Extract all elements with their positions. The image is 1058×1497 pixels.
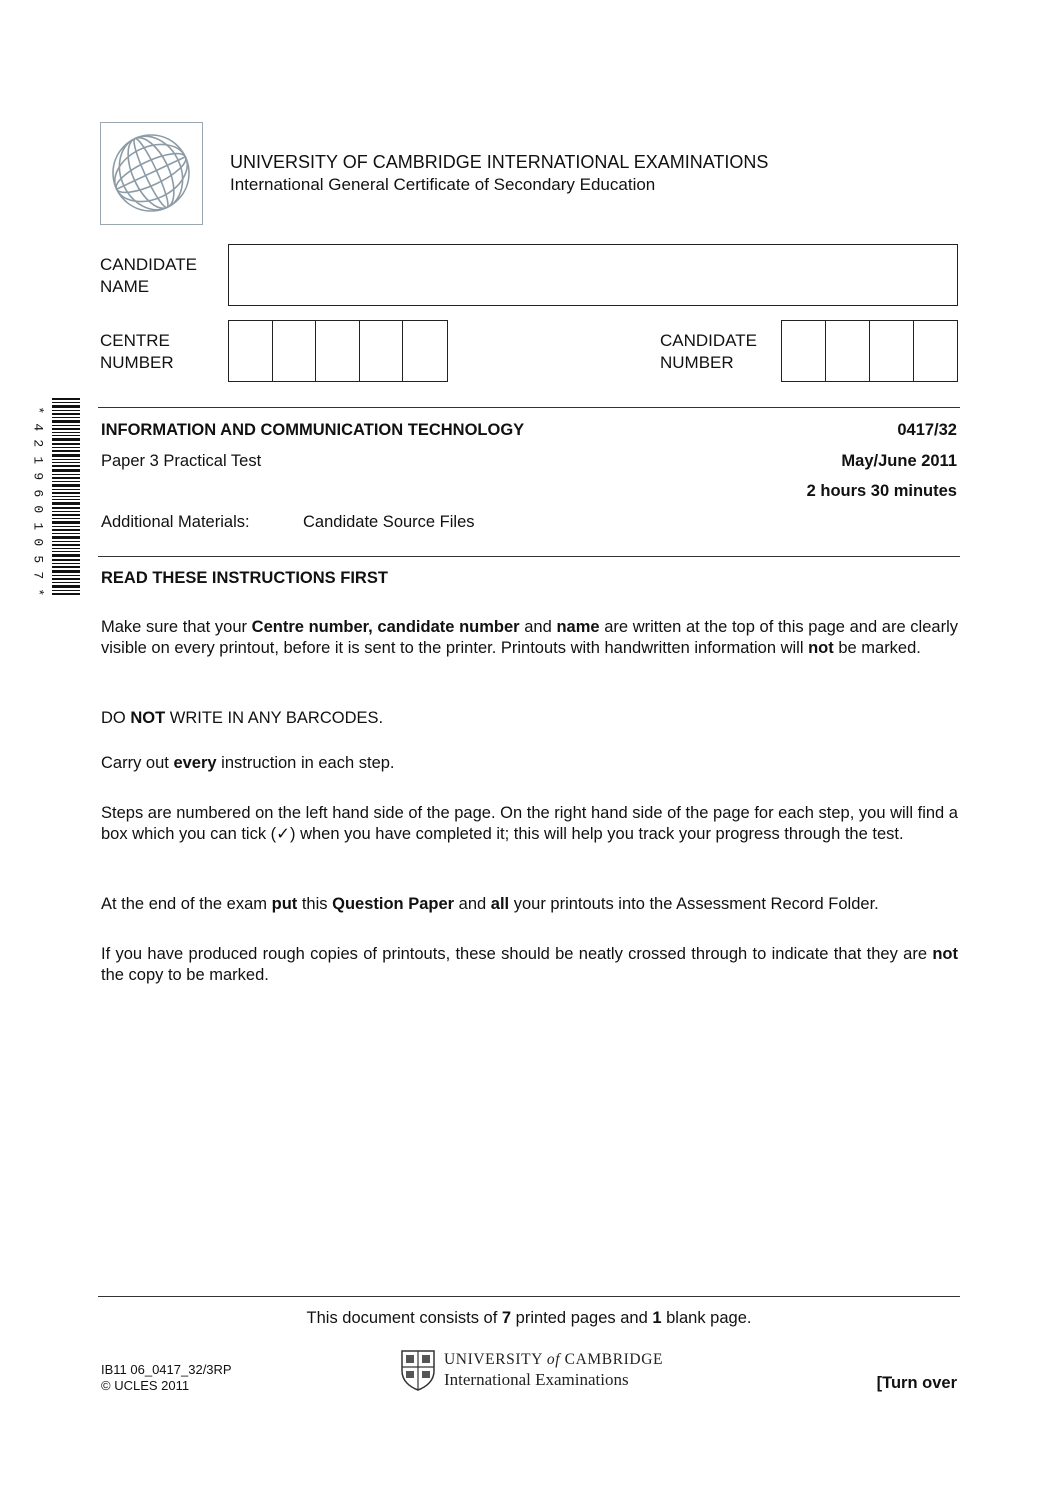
instruction-paragraph: Carry out every instruction in each step. bbox=[101, 754, 395, 772]
instruction-paragraph: DO NOT WRITE IN ANY BARCODES. bbox=[101, 709, 384, 727]
page-count-note: This document consists of 7 printed pages and 1 blank page. bbox=[306, 1309, 752, 1327]
centre-number-cell[interactable] bbox=[403, 321, 447, 381]
materials-value: Candidate Source Files bbox=[303, 513, 475, 531]
university-title: UNIVERSITY OF CAMBRIDGE INTERNATIONAL EXAMINATIONS bbox=[230, 152, 769, 172]
barcode bbox=[48, 398, 84, 603]
turn-over-label: [Turn over bbox=[876, 1374, 957, 1392]
candidate-name-label: CANDIDATE NAME bbox=[100, 255, 197, 296]
centre-number-cell[interactable] bbox=[360, 321, 404, 381]
exam-session: May/June 2011 bbox=[841, 452, 957, 470]
barcode-digit: 0 bbox=[30, 505, 46, 514]
barcode-digit: 9 bbox=[30, 472, 46, 481]
instruction-paragraph: Steps are numbered on the left hand side of the page. On the right hand side of the page for each step, you will find a box which you can tick (✓) when you have completed it; this will help you track your progress through the test. bbox=[101, 804, 958, 843]
barcode-digit: 4 bbox=[30, 422, 46, 431]
qualification-title: International General Certificate of Secondary Education bbox=[230, 175, 656, 194]
candidate-number-cell[interactable] bbox=[782, 321, 826, 381]
instruction-paragraph: Make sure that your Centre number, candidate number and name are written at the top of this page and are clearly visible on every printout, before it is sent to the printer. Printouts with handwritten information will not be marked. bbox=[101, 618, 958, 657]
subject-title: INFORMATION AND COMMUNICATION TECHNOLOGY bbox=[101, 421, 525, 439]
barcode-graphic bbox=[48, 398, 84, 598]
barcode-digit: 7 bbox=[30, 571, 46, 580]
candidate-number-cell[interactable] bbox=[870, 321, 914, 381]
centre-number-cell[interactable] bbox=[316, 321, 360, 381]
materials-label: Additional Materials: bbox=[101, 513, 250, 531]
divider bbox=[98, 407, 960, 408]
exam-duration: 2 hours 30 minutes bbox=[806, 482, 957, 500]
barcode-digit: 1 bbox=[30, 455, 46, 464]
candidate-number-label: CANDIDATE NUMBER bbox=[660, 331, 757, 372]
paper-title: Paper 3 Practical Test bbox=[101, 452, 262, 470]
footer-divider bbox=[98, 1296, 960, 1297]
centre-number-cell[interactable] bbox=[273, 321, 317, 381]
barcode-digit: 2 bbox=[30, 439, 46, 448]
candidate-name-field[interactable] bbox=[228, 244, 958, 306]
cambridge-crest-icon bbox=[400, 1349, 436, 1396]
barcode-digit: * bbox=[30, 406, 46, 415]
barcode-digit: 6 bbox=[30, 488, 46, 497]
barcode-digit: 0 bbox=[30, 538, 46, 547]
divider bbox=[98, 556, 960, 557]
centre-number-field[interactable] bbox=[228, 320, 448, 382]
barcode-digit: 5 bbox=[30, 554, 46, 563]
syllabus-code: 0417/32 bbox=[897, 421, 957, 439]
candidate-number-cell[interactable] bbox=[826, 321, 870, 381]
centre-number-label: CENTRE NUMBER bbox=[100, 331, 174, 372]
centre-number-cell[interactable] bbox=[229, 321, 273, 381]
globe-icon bbox=[101, 123, 201, 223]
instruction-paragraph: If you have produced rough copies of printouts, these should be neatly crossed through to indicate that they are not the copy to be marked. bbox=[101, 945, 958, 984]
globe-logo bbox=[100, 122, 203, 225]
barcode-digit: 1 bbox=[30, 521, 46, 530]
footer-ref bbox=[101, 1362, 232, 1394]
barcode-digit: * bbox=[30, 587, 46, 596]
instructions-heading: READ THESE INSTRUCTIONS FIRST bbox=[101, 569, 388, 587]
candidate-number-cell[interactable] bbox=[914, 321, 955, 381]
candidate-number-field[interactable] bbox=[781, 320, 958, 382]
copyright: © UCLES 2011 bbox=[101, 1378, 190, 1393]
barcode-number bbox=[30, 402, 46, 600]
instruction-paragraph: At the end of the exam put this Question Paper and all your printouts into the Assessment Record Folder. bbox=[101, 895, 879, 913]
cambridge-wordmark: UNIVERSITY of CAMBRIDGE International Examinations bbox=[444, 1351, 664, 1389]
reference-code: IB11 06_0417_32/3RP bbox=[101, 1362, 232, 1377]
